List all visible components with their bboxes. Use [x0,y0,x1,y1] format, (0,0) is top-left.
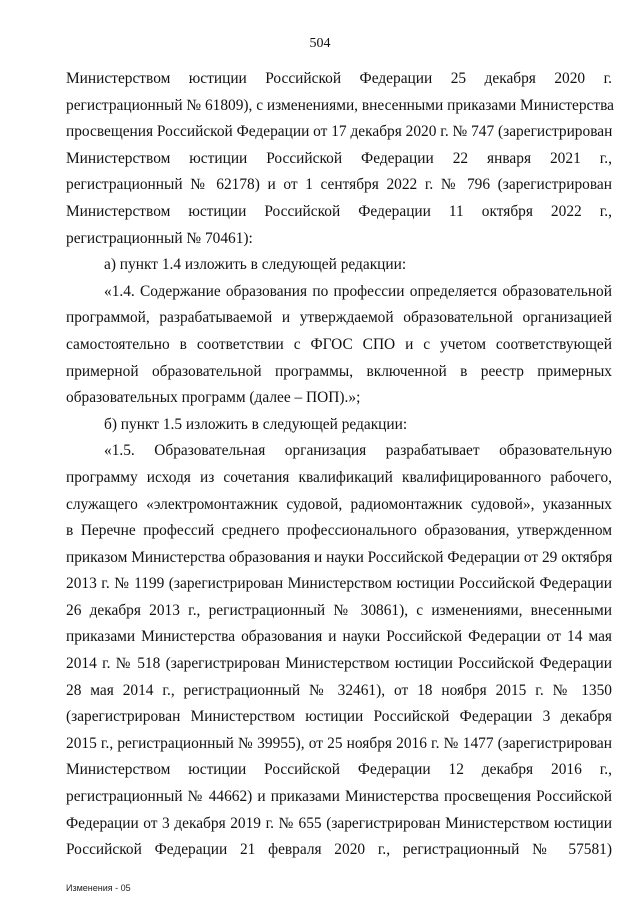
document-body [66,66,612,864]
text-line: самостоятельно в соответствии с ФГОС СПО и с учетом соответствующей [66,335,612,353]
text-line: 2015 г., регистрационный № 39955), от 25 ноября 2016 г. № 1477 (зарегистрирован [66,734,612,752]
text-line: 2013 г. № 1199 (зарегистрирован Министерством юстиции Российской Федерации [66,575,612,593]
text-line: 26 декабря 2013 г., регистрационный № 30861), с изменениями, внесенными [66,601,612,619]
text-line: служащего «электромонтажник судовой, радиомонтажник судовой», указанных [66,495,612,513]
text-line: Российской Федерации 21 февраля 2020 г., регистрационный № 57581) [66,841,612,859]
text-line: «1.5. Образовательная организация разрабатывает образовательную [104,442,612,460]
text-line: 28 мая 2014 г., регистрационный № 32461), от 18 ноября 2015 г. № 1350 [66,681,612,699]
text-line: примерной образовательной программы, включенной в реестр примерных [66,362,612,380]
text-line: программой, разрабатываемой и утверждаемой образовательной организацией [66,309,612,327]
page-number: 504 [309,36,331,51]
text-line: регистрационный № 70461): [66,229,253,247]
text-line: регистрационный № 62178) и от 1 сентября 2022 г. № 796 (зарегистрирован [66,176,612,194]
text-line: Министерством юстиции Российской Федерации 12 декабря 2016 г., [66,761,612,779]
text-line: программу исходя из сочетания квалификаций квалифицированного рабочего, [66,468,612,486]
text-line: регистрационный № 61809), с изменениями, внесенными приказами Министерства [66,96,614,114]
text-line: б) пункт 1.5 изложить в следующей редакции: [104,415,408,433]
text-line: образовательных программ (далее – ПОП).»; [66,389,361,407]
text-line: Министерством юстиции Российской Федерации 11 октября 2022 г., [66,202,612,220]
text-line: «1.4. Содержание образования по профессии определяется образовательной [104,282,612,300]
text-line: просвещения Российской Федерации от 17 декабря 2020 г. № 747 (зарегистрирован [66,123,613,141]
text-line: Федерации от 3 декабря 2019 г. № 655 (зарегистрирован Министерством юстиции [66,814,612,832]
footer-note: Изменения - 05 [66,883,131,893]
text-line: Министерством юстиции Российской Федерации 22 января 2021 г., [66,149,612,167]
text-line: приказами Министерства образования и науки Российской Федерации от 14 мая [66,628,612,646]
text-line: приказом Министерства образования и науки Российской Федерации от 29 октября [66,548,613,566]
text-line: регистрационный № 44662) и приказами Министерства просвещения Российской [66,788,612,806]
text-line: в Перечне профессий среднего профессионального образования, утвержденном [66,522,612,540]
text-line: 2014 г. № 518 (зарегистрирован Министерством юстиции Российской Федерации [66,655,612,673]
text-line: а) пункт 1.4 изложить в следующей редакции: [104,256,407,274]
text-line: Министерством юстиции Российской Федерации 25 декабря 2020 г. [66,70,612,87]
text-line: (зарегистрирован Министерством юстиции Российской Федерации 3 декабря [66,708,612,726]
